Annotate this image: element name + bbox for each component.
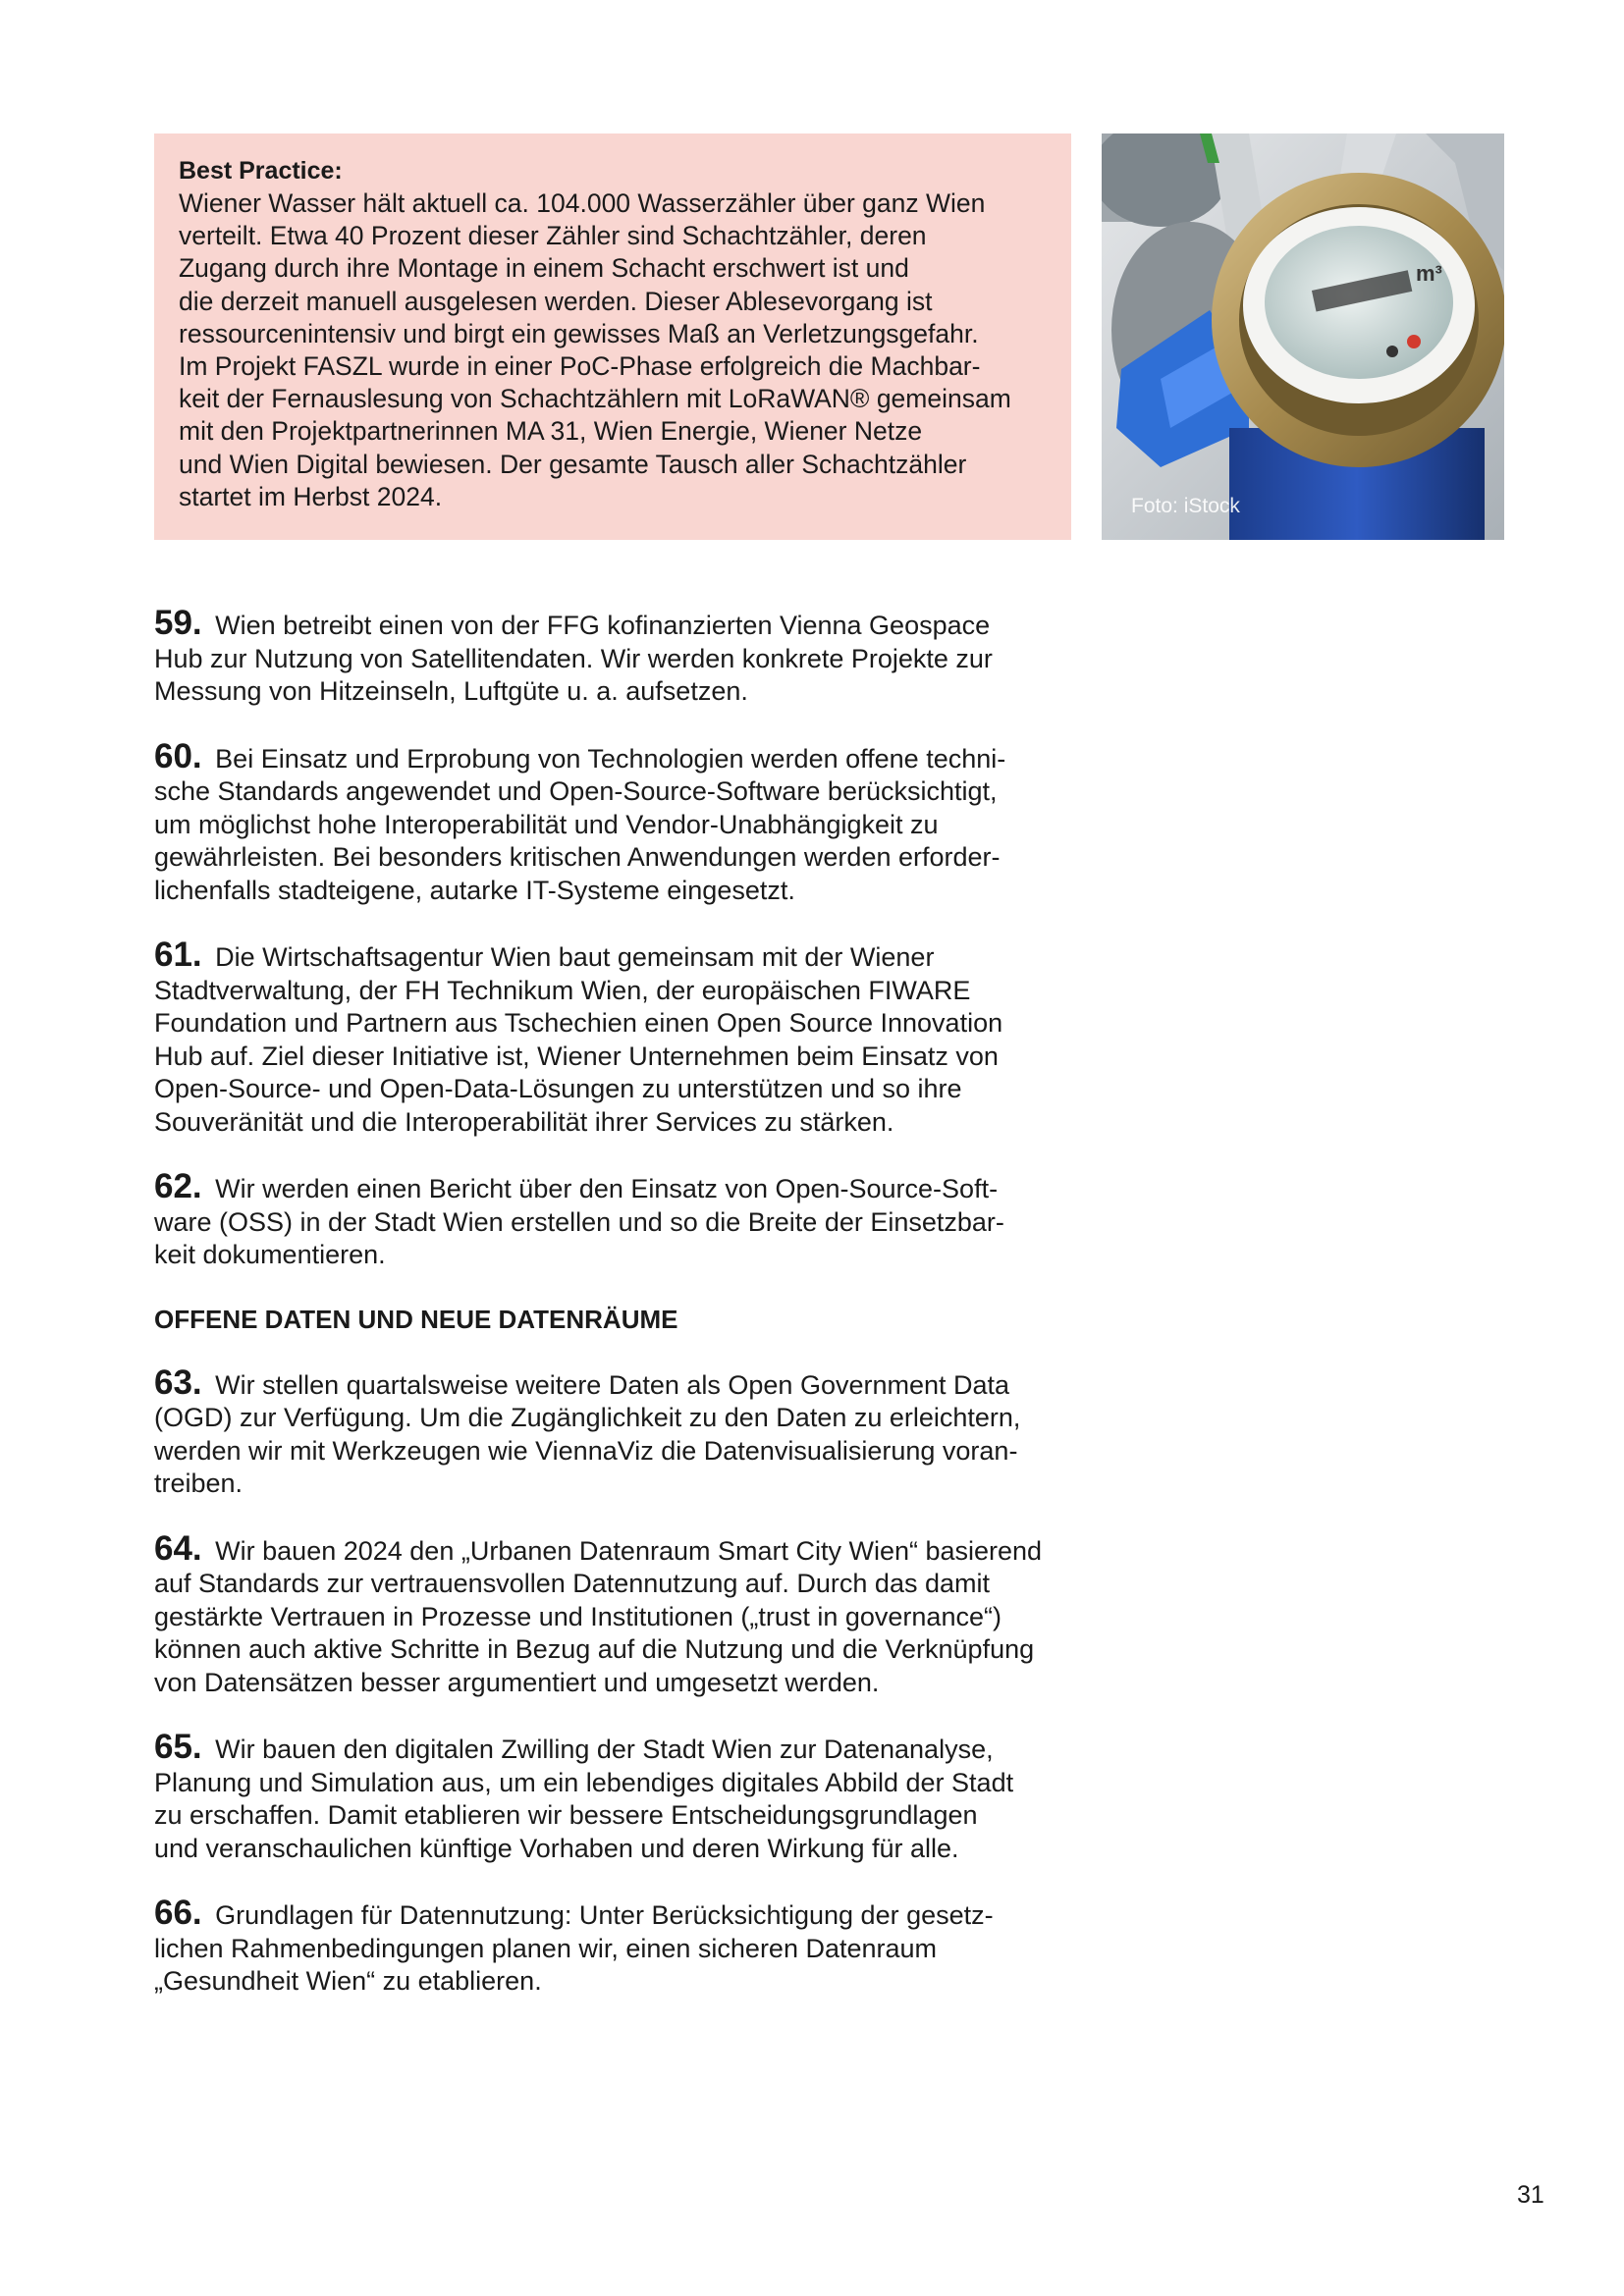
list-item xyxy=(154,1167,1077,1272)
item-text: Wir werden einen Bericht über den Einsatz von Open-Source-Soft- ware (OSS) in der Stadt Wien erstellen und so die Breite der Einsetzbar- keit dokumentieren. xyxy=(154,1174,1004,1269)
list-item xyxy=(154,604,1077,709)
water-meter-illustration xyxy=(1102,133,1504,540)
item-number: 65. xyxy=(154,1728,202,1766)
item-number: 59. xyxy=(154,604,202,642)
water-meter-photo xyxy=(1102,133,1504,540)
item-text: Wir bauen 2024 den „Urbanen Datenraum Smart City Wien“ basierend auf Standards zur vertrauensvollen Datennutzung auf. Durch das damit gestärkte Vertrauen in Prozesse und Institutionen („trust in governance“) können auch aktive Schritte in Bezug auf die Nutzung und die Verknüpfung von Datensätzen besser argumentiert und umgesetzt werden. xyxy=(154,1535,1043,1697)
item-number: 63. xyxy=(154,1362,202,1402)
main-content xyxy=(154,604,1077,2030)
list-item xyxy=(154,1528,1077,1700)
list-item xyxy=(154,1728,1077,1865)
list-item xyxy=(154,1896,1077,1999)
item-text: Wir stellen quartalsweise weitere Daten als Open Government Data (OGD) zur Verfügung. Um die Zugänglichkeit zu den Daten zu erleichtern, werden wir mit Werkzeugen wie ViennaViz die Datenvisualisierung voran- treiben. xyxy=(154,1369,1021,1498)
item-number: 61. xyxy=(154,935,202,974)
item-number: 60. xyxy=(154,736,202,775)
page-number: 31 xyxy=(1517,2181,1544,2209)
photo-credit: Foto: iStock xyxy=(1131,495,1240,517)
item-text: Die Wirtschaftsagentur Wien baut gemeinsam mit der Wiener Stadtverwaltung, der FH Technikum Wien, der europäischen FIWARE Foundation und Partnern aus Tschechien einen Open Source Innovation Hub auf. Ziel dieser Initiative ist, Wiener Unternehmen beim Einsatz von Open-Source- und Open-Data-Lösungen zu unterstützen und so ihre Souveränität und die Interoperabilität ihrer Services zu stärken. xyxy=(154,942,1003,1137)
item-number: 66. xyxy=(154,1894,202,1932)
best-practice-text: Wiener Wasser hält aktuell ca. 104.000 Wasserzähler über ganz Wien verteilt. Etwa 40 Prozent dieser Zähler sind Schachtzähler, deren Zugang durch ihre Montage in einem Schacht erschwert ist und die derzeit manuell ausgelesen werden. Dieser Ablesevorgang ist ressourcenintensiv und birgt ein gewisses Maß an Verletzungsgefahr. Im Projekt FASZL wurde in einer PoC-Phase erfolgreich die Machbar- keit der Fernauslesung von Schachtzählern mit LoRaWAN® gemeinsam mit den Projektpartnerinnen MA 31, Wien Energie, Wiener Netze und Wien Digital bewiesen. Der gesamte Tausch aller Schachtzähler startet im Herbst 2024. xyxy=(179,188,1011,511)
item-number: 62. xyxy=(154,1167,202,1205)
best-practice-box xyxy=(154,133,1071,540)
best-practice-title: Best Practice: xyxy=(179,157,343,185)
item-text: Grundlagen für Datennutzung: Unter Berücksichtigung der gesetz- lichen Rahmenbedingungen planen wir, einen sicheren Datenraum „Gesundheit Wien“ zu etablieren. xyxy=(154,1900,994,1996)
item-text: Bei Einsatz und Erprobung von Technologien werden offene techni- sche Standards angewendet und Open-Source-Software berücksichtigt, um möglichst hohe Interoperabilität und Vendor-Unabhängigkeit zu gewährleisten. Bei besonders kritischen Anwendungen werden erforder- lichenfalls stadteigene, autarke IT-Systeme eingesetzt. xyxy=(154,743,1006,905)
item-text: Wien betreibt einen von der FFG kofinanzierten Vienna Geospace Hub zur Nutzung von Satellitendaten. Wir werden konkrete Projekte zur Messung von Hitzeinseln, Luftgüte u. a. aufsetzen. xyxy=(154,611,993,706)
item-text: Wir bauen den digitalen Zwilling der Stadt Wien zur Datenanalyse, Planung und Simulation aus, um ein lebendiges digitales Abbild der Stadt zu erschaffen. Damit etablieren wir bessere Entscheidungsgrundlagen und veranschaulichen künftige Vorhaben und deren Wirkung für alle. xyxy=(154,1735,1014,1863)
item-number: 64. xyxy=(154,1528,202,1568)
dial-unit: m³ xyxy=(1416,261,1442,286)
section-heading: OFFENE DATEN UND NEUE DATENRÄUME xyxy=(154,1304,678,1334)
list-item xyxy=(154,736,1077,908)
list-item xyxy=(154,935,1077,1139)
list-item xyxy=(154,1362,1077,1501)
